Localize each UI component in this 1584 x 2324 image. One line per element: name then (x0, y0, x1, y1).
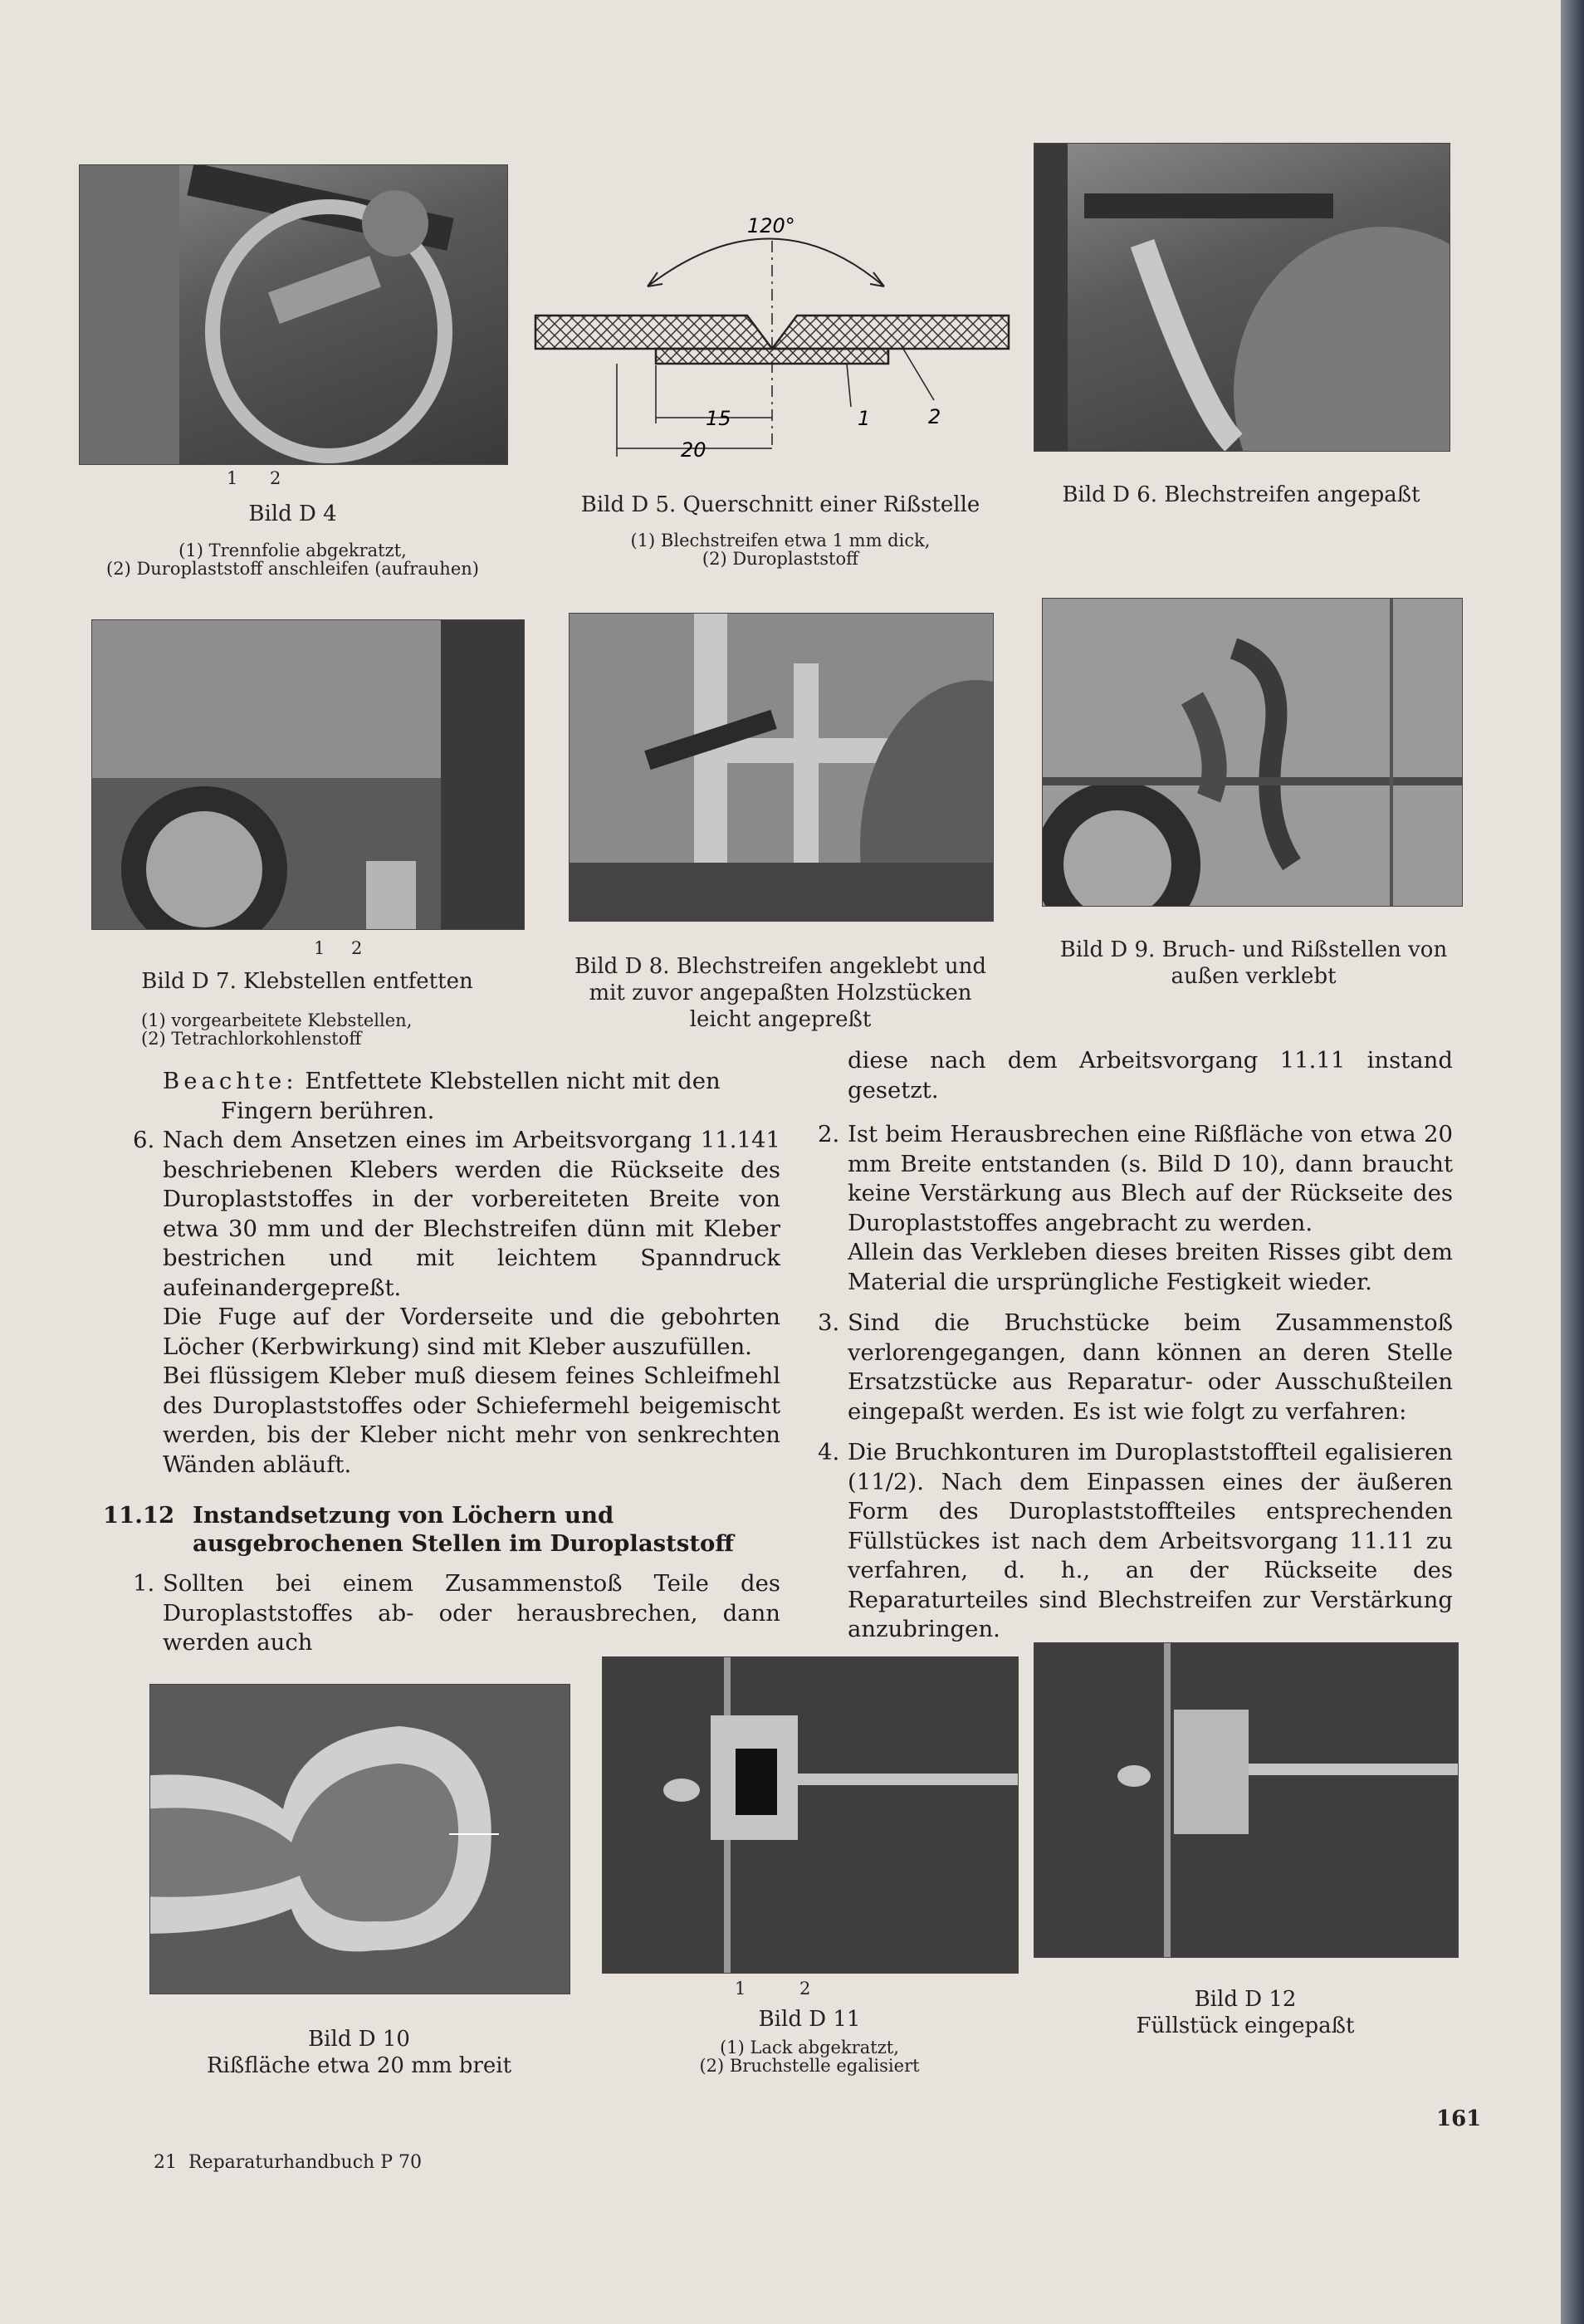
page-number: 161 (1436, 2106, 1482, 2131)
d12-caption-1: Bild D 12 (1194, 1987, 1297, 2012)
note (133, 1067, 780, 1126)
cross-section-diagram (531, 208, 1029, 465)
item-1-text: Sollten bei einem Zusammenstoß Teile des Duroplaststoffes ab- oder herausbrechen, dann werden auch (163, 1570, 780, 1656)
d12-caption (1034, 1986, 1457, 2039)
d11-mark-2: 2 (799, 1979, 811, 1999)
d4-legend-2: (2) Duroplaststoff anschleifen (aufrauhen) (106, 559, 479, 579)
d10-caption (149, 2026, 569, 2079)
d8-caption-2: mit zuvor angepaßten Holzstücken (589, 981, 972, 1005)
d4-mark-1: 1 (227, 468, 238, 488)
item-6-p1: Nach dem Ansetzen eines im Arbeitsvorgang 11.141 beschriebenen Klebers werden die Rückseite des Duroplaststoffes in der vorbereiteten Breite von etwa 30 mm und der Blechstreifen dünn mit Kleber bestrichen und mit leichtem Spanndruck aufeinandergepreßt. (163, 1127, 780, 1301)
photo-d8 (569, 613, 994, 922)
diagram-d5 (531, 208, 1029, 465)
section-heading (103, 1501, 780, 1558)
photo-d7 (91, 619, 525, 930)
d11-caption: Bild D 11 (758, 2007, 861, 2032)
photo-d11 (602, 1656, 1019, 1974)
d4-marks (227, 468, 293, 490)
item-6 (133, 1126, 780, 1480)
d11-legend-1: (1) Lack abgekratzt, (720, 2038, 899, 2057)
note-text-2: Fingern berühren. (221, 1097, 435, 1124)
d5-mark-1: 1 (858, 407, 871, 430)
right-column (818, 1046, 1453, 1645)
d7-legend-2: (2) Tetrachlorkohlenstoff (141, 1029, 362, 1049)
d7-mark-2: 2 (351, 938, 363, 958)
d6-caption: Bild D 6. Blechstreifen angepaßt (1062, 482, 1420, 507)
d7-caption: Bild D 7. Klebstellen entfetten (141, 969, 473, 994)
d5-legend-1: (1) Blechstreifen etwa 1 mm dick, (630, 531, 931, 550)
d5-legend-2: (2) Duroplaststoff (702, 549, 859, 569)
d7-mark-1: 1 (314, 938, 325, 958)
d11-legend-2: (2) Bruchstelle egalisiert (699, 2056, 920, 2076)
d11-mark-1: 1 (735, 1979, 746, 1999)
d10-caption-2: Rißfläche etwa 20 mm breit (206, 2053, 512, 2078)
d5-mark-2: 2 (928, 405, 941, 428)
d7-marks (314, 938, 380, 960)
section-number: 11.12 (103, 1502, 175, 1529)
d4-mark-2: 2 (270, 468, 281, 488)
item-1-num: 1. (133, 1570, 155, 1597)
item-3 (818, 1309, 1453, 1426)
d8-caption-3: leicht angepreßt (689, 1007, 872, 1032)
item-4-text: Die Bruchkonturen im Duroplaststoffteil egalisieren (11/2). Nach dem Einpassen eines der äußeren Form des Duroplaststoffteiles entsprechenden Füllstückes ist nach dem Arbeitsvorgang 11.11 zu verfahren, d. h., an der Rückseite des Reparaturteiles sind Blechstreifen zur Verstärkung anzubringen. (848, 1439, 1453, 1642)
section-title: Instandsetzung von Löchern und ausgebrochenen Stellen im Duroplaststoff (193, 1502, 734, 1557)
d9-caption (1029, 937, 1478, 990)
item-1 (133, 1569, 780, 1658)
item-3-text: Sind die Bruchstücke beim Zusammenstoß verlorengegangen, dann können an deren Stelle Ersatzstücke aus Reparatur- oder Ausschußteilen eingepaßt werden. Es ist wie folgt zu verfahren: (848, 1309, 1453, 1425)
d11-legend (602, 2038, 1017, 2075)
item-2-num: 2. (818, 1121, 840, 1147)
d4-caption: Bild D 4 (248, 501, 337, 526)
d5-legend (531, 531, 1029, 568)
d9-caption-1: Bild D 9. Bruch- und Rißstellen von (1059, 937, 1448, 962)
d12-caption-2: Füllstück eingepaßt (1136, 2013, 1355, 2038)
item-2-p1: Ist beim Herausbrechen eine Rißfläche von etwa 20 mm Breite entstanden (s. Bild D 10), dann braucht keine Verstärkung aus Blech auf der Rückseite des Duroplaststoffes angebracht zu werden. (848, 1121, 1453, 1236)
photo-d9 (1042, 598, 1463, 907)
item-2-p2: Allein das Verkleben dieses breiten Risses gibt dem Material die ursprüngliche Festigkeit wieder. (848, 1239, 1453, 1295)
d7-legend (141, 1011, 506, 1048)
d11-marks (735, 1979, 811, 2000)
d8-caption-1: Bild D 8. Blechstreifen angeklebt und (574, 954, 987, 979)
item-4-num: 4. (818, 1439, 840, 1465)
d9-caption-2: außen verklebt (1171, 964, 1337, 989)
d5-caption: Bild D 5. Querschnitt einer Rißstelle (580, 492, 980, 517)
footer: 21 Reparaturhandbuch P 70 (154, 2152, 422, 2173)
item-6-num: 6. (133, 1127, 155, 1153)
item-4 (818, 1438, 1453, 1645)
d4-legend-1: (1) Trennfolie abgekratzt, (178, 541, 407, 560)
photo-d6 (1034, 143, 1450, 452)
item-6-p2: Die Fuge auf der Vorderseite und die gebohrten Löcher (Kerbwirkung) sind mit Kleber auszufüllen. (163, 1304, 780, 1360)
note-text: Entfettete Klebstellen nicht mit den (297, 1068, 721, 1094)
angle-label: 120° (747, 214, 795, 237)
continuation-text: diese nach dem Arbeitsvorgang 11.11 instand gesetzt. (848, 1047, 1453, 1103)
d10-caption-1: Bild D 10 (308, 2027, 410, 2052)
dim-20: 20 (681, 438, 706, 462)
photo-d4 (79, 164, 508, 465)
item-6-p3: Bei flüssigem Kleber muß diesem feines Schleifmehl des Duroplaststoffes oder Schiefermehl beigemischt werden, bis der Kleber nicht mehr von senkrechten Wänden abläuft. (163, 1363, 780, 1478)
left-column (103, 1067, 780, 1658)
d7-legend-1: (1) vorgearbeitete Klebstellen, (141, 1010, 413, 1030)
dim-15: 15 (706, 407, 731, 430)
photo-d10 (149, 1684, 570, 1994)
d4-legend (66, 541, 519, 578)
book-spine (1561, 0, 1584, 2324)
photo-d12 (1034, 1642, 1459, 1958)
d8-caption (548, 953, 1013, 1033)
item-2 (818, 1120, 1453, 1297)
item-3-num: 3. (818, 1309, 840, 1336)
note-label: Beachte: (163, 1068, 298, 1094)
